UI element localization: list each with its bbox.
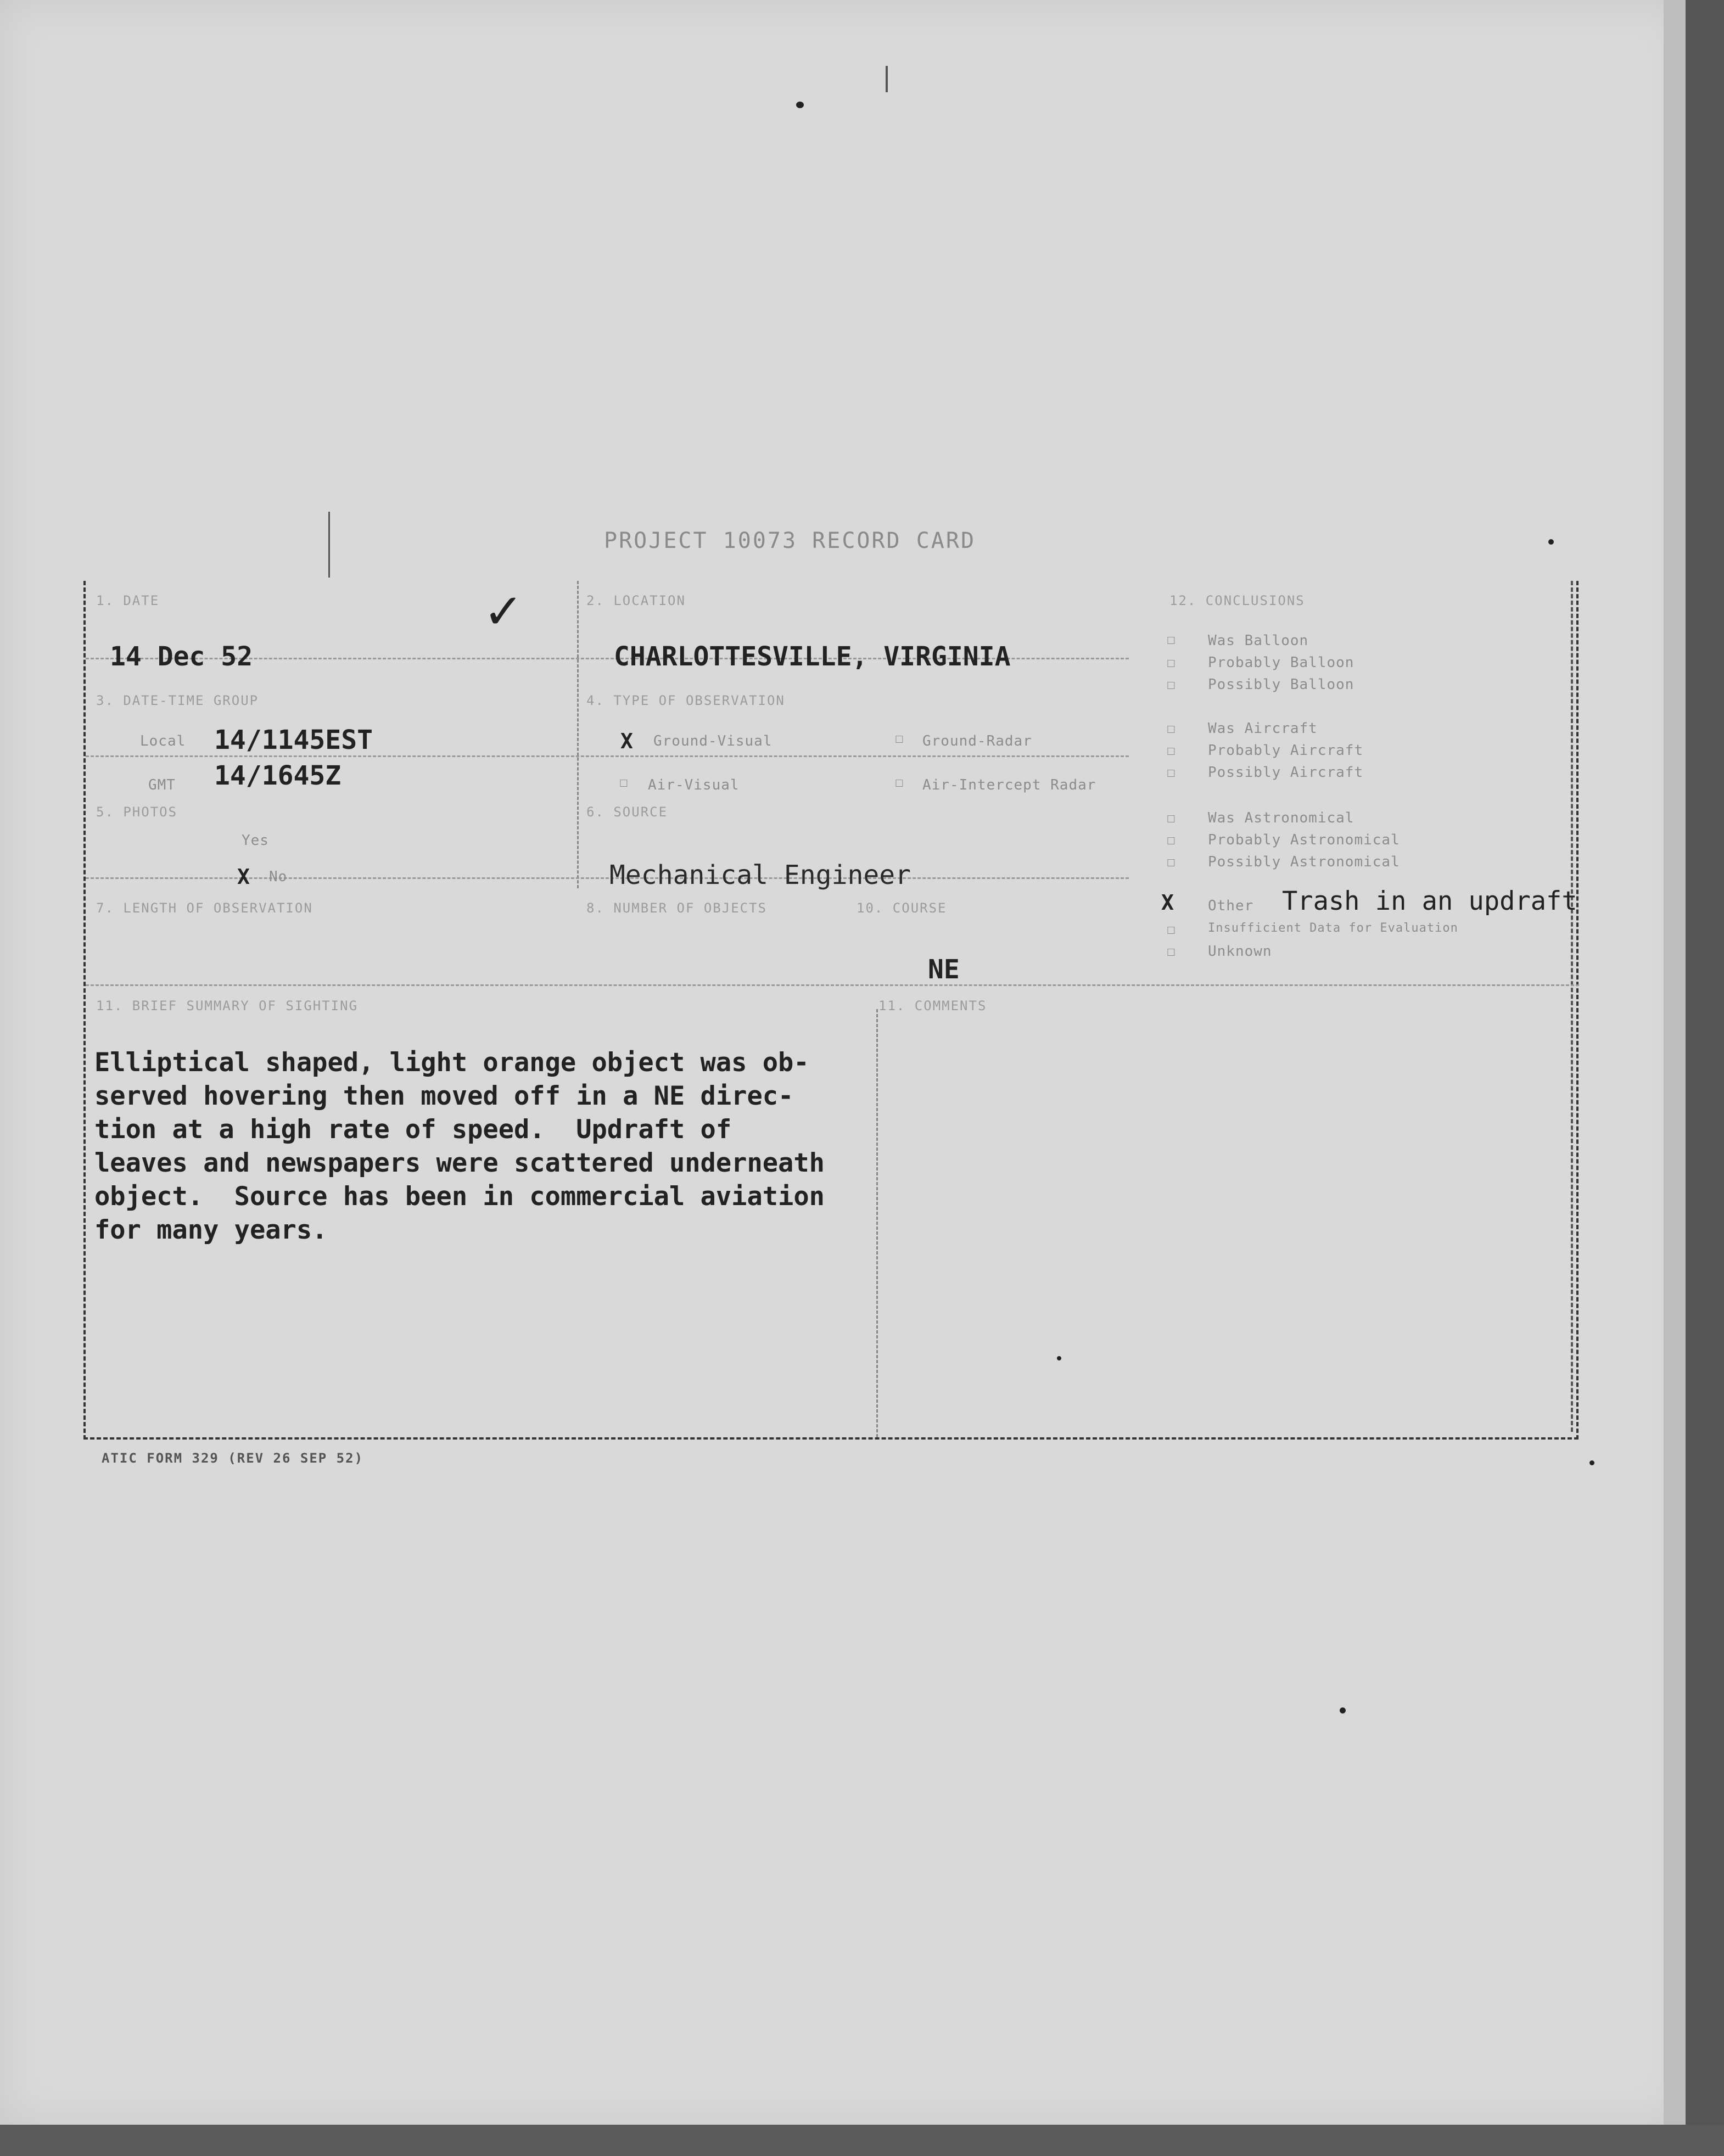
comments-label: 11. COMMENTS <box>878 998 987 1013</box>
insufficient-data-label: Insufficient Data for Evaluation <box>1208 921 1458 935</box>
air-intercept-radar-checkbox: ☐ <box>895 774 904 791</box>
summary-line: object. Source has been in commercial aviation <box>94 1181 825 1212</box>
conclusion-checkbox: ☐ <box>1167 810 1176 826</box>
photos-no-checkbox: X <box>237 865 250 889</box>
conclusion-checkbox: ☐ <box>1167 764 1176 781</box>
conclusion-checkbox: ☐ <box>1167 943 1176 960</box>
course-value: NE <box>928 954 960 985</box>
scratch-mark <box>328 512 330 578</box>
row-divider <box>86 755 1129 757</box>
card-title: PROJECT 10073 RECORD CARD <box>604 528 976 553</box>
conclusion-checkbox: ☐ <box>1167 742 1176 759</box>
date-value: 14 Dec 52 <box>110 641 253 672</box>
conclusion-checkbox: ☐ <box>1167 921 1176 938</box>
air-intercept-radar-label: Air-Intercept Radar <box>922 777 1096 793</box>
local-time-value: 14/1145EST <box>214 725 373 755</box>
ground-visual-label: Ground-Visual <box>653 733 773 749</box>
ink-speck <box>1589 1460 1594 1465</box>
brief-summary-label: 11. BRIEF SUMMARY OF SIGHTING <box>96 998 359 1013</box>
summary-line: leaves and newspapers were scattered underneath <box>94 1148 825 1178</box>
photos-label: 5. PHOTOS <box>96 804 178 820</box>
scratch-mark <box>886 66 888 92</box>
other-label: Other <box>1208 898 1254 914</box>
conclusion-checkbox: ☐ <box>1167 832 1176 848</box>
summary-line: Elliptical shaped, light orange object was ob- <box>94 1048 809 1078</box>
checkmark: ✓ <box>483 583 524 640</box>
probably-balloon-label: Probably Balloon <box>1208 654 1354 671</box>
was-balloon-label: Was Balloon <box>1208 632 1309 649</box>
summary-line: served hovering then moved off in a NE direc- <box>94 1081 794 1111</box>
form-identifier: ATIC FORM 329 (REV 26 SEP 52) <box>102 1451 364 1466</box>
page-shadow <box>1664 0 1686 2125</box>
unknown-label: Unknown <box>1208 943 1272 960</box>
column-divider <box>1571 581 1573 1432</box>
number-of-objects-label: 8. NUMBER OF OBJECTS <box>586 900 767 916</box>
location-label: 2. LOCATION <box>586 593 686 608</box>
probably-aircraft-label: Probably Aircraft <box>1208 742 1364 759</box>
summary-line: for many years. <box>94 1215 328 1245</box>
location-value: CHARLOTTESVILLE, VIRGINIA <box>614 641 1011 672</box>
ink-speck <box>1340 1707 1346 1713</box>
scan-border-right <box>1686 0 1724 2156</box>
date-time-group-label: 3. DATE-TIME GROUP <box>96 693 259 708</box>
was-aircraft-label: Was Aircraft <box>1208 720 1318 737</box>
ink-speck <box>1548 539 1554 545</box>
scan-border-bottom <box>0 2125 1724 2156</box>
conclusion-checkbox: ☐ <box>1167 676 1176 693</box>
possibly-astronomical-label: Possibly Astronomical <box>1208 854 1400 870</box>
photos-yes-label: Yes <box>242 832 269 849</box>
ground-radar-label: Ground-Radar <box>922 733 1032 749</box>
row-divider <box>86 984 1579 986</box>
ground-visual-checkbox: X <box>620 729 633 753</box>
conclusion-checkbox: ☐ <box>1167 854 1176 870</box>
conclusion-checkbox: ☐ <box>1167 720 1176 737</box>
conclusion-checkbox: ☐ <box>1167 654 1176 671</box>
conclusion-checkbox: ☐ <box>1167 631 1176 648</box>
gmt-time-value: 14/1645Z <box>214 760 342 791</box>
course-label: 10. COURSE <box>857 900 947 916</box>
length-of-observation-label: 7. LENGTH OF OBSERVATION <box>96 900 313 916</box>
ink-speck <box>796 102 804 108</box>
other-conclusion-value: Trash in an updraft <box>1282 886 1577 916</box>
type-of-observation-label: 4. TYPE OF OBSERVATION <box>586 693 785 708</box>
air-visual-checkbox: ☐ <box>619 774 629 791</box>
local-label: Local <box>140 733 186 749</box>
possibly-balloon-label: Possibly Balloon <box>1208 676 1354 693</box>
conclusions-label: 12. CONCLUSIONS <box>1169 593 1305 608</box>
was-astronomical-label: Was Astronomical <box>1208 810 1354 826</box>
source-value: Mechanical Engineer <box>609 860 911 891</box>
other-checkbox: X <box>1161 891 1174 915</box>
photos-no-label: No <box>269 869 288 885</box>
source-label: 6. SOURCE <box>586 804 668 820</box>
column-divider <box>577 581 579 888</box>
brief-summary-text <box>94 1046 896 1247</box>
air-visual-label: Air-Visual <box>648 777 740 793</box>
probably-astronomical-label: Probably Astronomical <box>1208 832 1400 848</box>
possibly-aircraft-label: Possibly Aircraft <box>1208 764 1364 781</box>
date-label: 1. DATE <box>96 593 160 608</box>
ground-radar-checkbox: ☐ <box>895 730 904 747</box>
summary-line: tion at a high rate of speed. Updraft of <box>94 1115 732 1145</box>
gmt-label: GMT <box>148 777 176 793</box>
